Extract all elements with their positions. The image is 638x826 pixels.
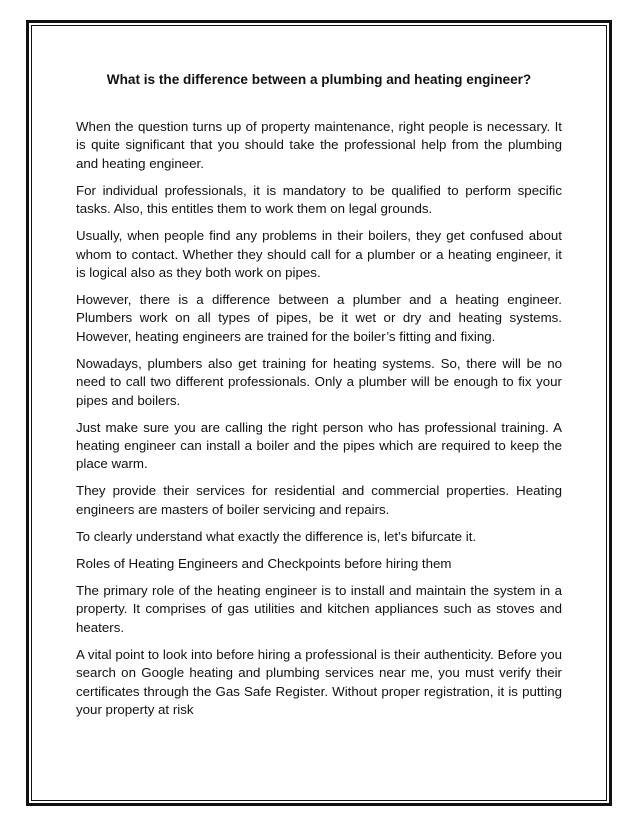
paragraph-11: A vital point to look into before hiring a professional is their authenticity. Before you search on Google heating and plumbing services near me, you must verify their certificates through the Gas Safe Register. Without proper registration, it is putting your property at risk	[76, 646, 562, 717]
paragraph-8: To clearly understand what exactly the difference is, let’s bifurcate it.	[76, 528, 477, 544]
paragraph-4: However, there is a difference between a plumber and a heating engineer. Plumbers work on all types of pipes, be it wet or dry and heating systems. However, heating engineers are trained for the boiler’s fitting and fixing.	[76, 292, 562, 344]
paragraph-3: Usually, when people find any problems in their boilers, they get confused about whom to contact. Whether they should call for a plumber or a heating engineer, it is logical also as they both work on pipes.	[76, 228, 562, 281]
paragraph-10: The primary role of the heating engineer is to install and maintain the system in a property. It comprises of gas utilities and kitchen appliances such as stoves and heaters.	[76, 582, 562, 635]
document-title: What is the difference between a plumbing and heating engineer?	[106, 72, 532, 87]
section-heading-roles: Roles of Heating Engineers and Checkpoints before hiring them	[76, 555, 452, 571]
paragraph-2: For individual professionals, it is mandatory to be qualified to perform specific tasks. Also, this entitles them to work them on legal grounds.	[76, 182, 562, 217]
paragraph-1: When the question turns up of property maintenance, right people is necessary. It is quite significant that you should take the professional help from the plumbing and heating engineer.	[76, 119, 562, 171]
paragraph-6: Just make sure you are calling the right person who has professional training. A heating engineer can install a boiler and the pipes which are required to keep the place warm.	[76, 419, 562, 472]
paragraph-7: They provide their services for residential and commercial properties. Heating engineers are masters of boiler servicing and repairs.	[76, 483, 562, 517]
paragraph-5: Nowadays, plumbers also get training for heating systems. So, there will be no need to call two different professionals. Only a plumber will be enough to fix your pipes and boilers.	[76, 355, 562, 408]
document-body	[76, 71, 562, 728]
